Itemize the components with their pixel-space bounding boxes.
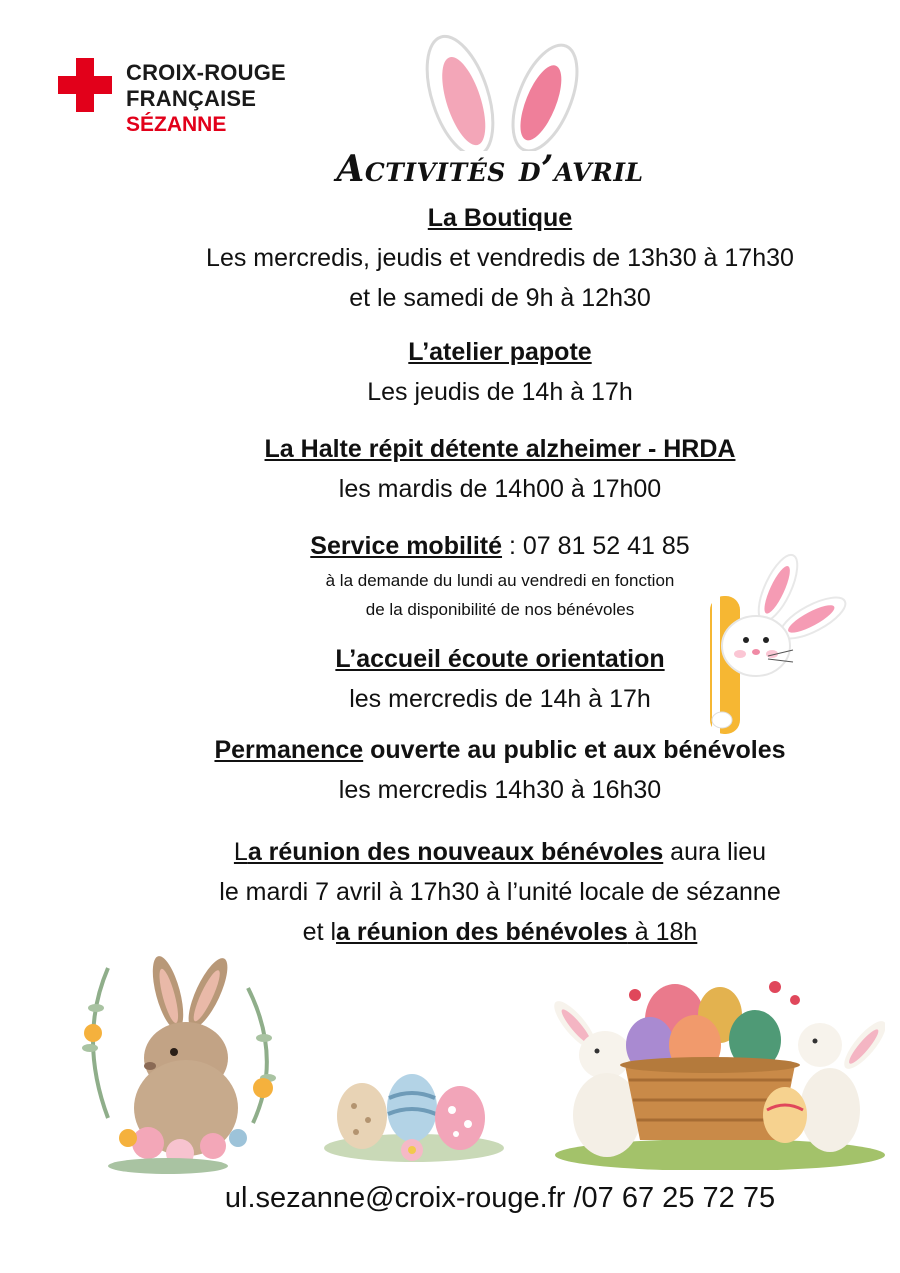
logo-line-1: CROIX-ROUGE	[126, 60, 286, 85]
peeking-bunny-illustration	[698, 548, 848, 738]
accueil-line-1: les mercredis de 14h à 17h	[349, 685, 651, 713]
section-atelier	[100, 332, 900, 412]
boutique-line-1: Les mercredis, jeudis et vendredis de 13h30 à 17h30	[206, 244, 794, 272]
mobilite-heading: Service mobilité	[310, 532, 503, 560]
reunion-l1-a: L	[233, 838, 248, 866]
halte-heading: La Halte répit détente alzheimer - HRDA	[264, 435, 736, 463]
logo-line-2: FRANÇAISE	[126, 86, 257, 111]
accueil-heading: L’accueil écoute orientation	[335, 645, 665, 673]
permanence-heading-rest: ouverte au public et aux bénévoles	[363, 736, 786, 764]
mobilite-line-1: à la demande du lundi au vendredi en fonction	[325, 571, 675, 590]
bunny-ears-illustration	[410, 26, 590, 151]
easter-eggs-illustration	[312, 1058, 517, 1173]
reunion-line-2: le mardi 7 avril à 17h30 à l’unité locale de sézanne	[219, 878, 781, 906]
boutique-heading: La Boutique	[427, 204, 573, 232]
reunion-l1-c: aura lieu	[663, 838, 767, 866]
boutique-line-2: et le samedi de 9h à 12h30	[349, 284, 651, 312]
logo-line-3: SÉZANNE	[126, 113, 227, 136]
mobilite-phone: : 07 81 52 41 85	[502, 532, 690, 560]
bunny-wreath-illustration	[68, 948, 288, 1178]
contact-footer: ul.sezanne@croix-rouge.fr /07 67 25 72 75	[224, 1182, 776, 1214]
page-title: Activités d’avril	[336, 148, 644, 190]
reunion-l3-b: a réunion des bénévoles	[336, 918, 628, 946]
permanence-heading: Permanence	[214, 736, 364, 764]
section-halte	[100, 429, 900, 509]
red-cross-icon	[58, 58, 112, 112]
permanence-line-1: les mercredis 14h30 à 16h30	[338, 776, 662, 804]
atelier-heading: L’atelier papote	[408, 338, 592, 366]
reunion-l3-c: à 18h	[627, 918, 698, 946]
halte-line-1: les mardis de 14h00 à 17h00	[338, 475, 662, 503]
reunion-l1-b: a réunion des nouveaux bénévoles	[247, 838, 664, 866]
section-reunion	[100, 832, 900, 952]
section-permanence	[100, 730, 900, 810]
croix-rouge-logo	[58, 58, 318, 148]
section-boutique	[100, 198, 900, 318]
easter-basket-illustration	[545, 965, 885, 1170]
reunion-l3-a: et l	[302, 918, 337, 946]
mobilite-line-2: de la disponibilité de nos bénévoles	[365, 600, 635, 619]
atelier-line-1: Les jeudis de 14h à 17h	[367, 378, 633, 406]
